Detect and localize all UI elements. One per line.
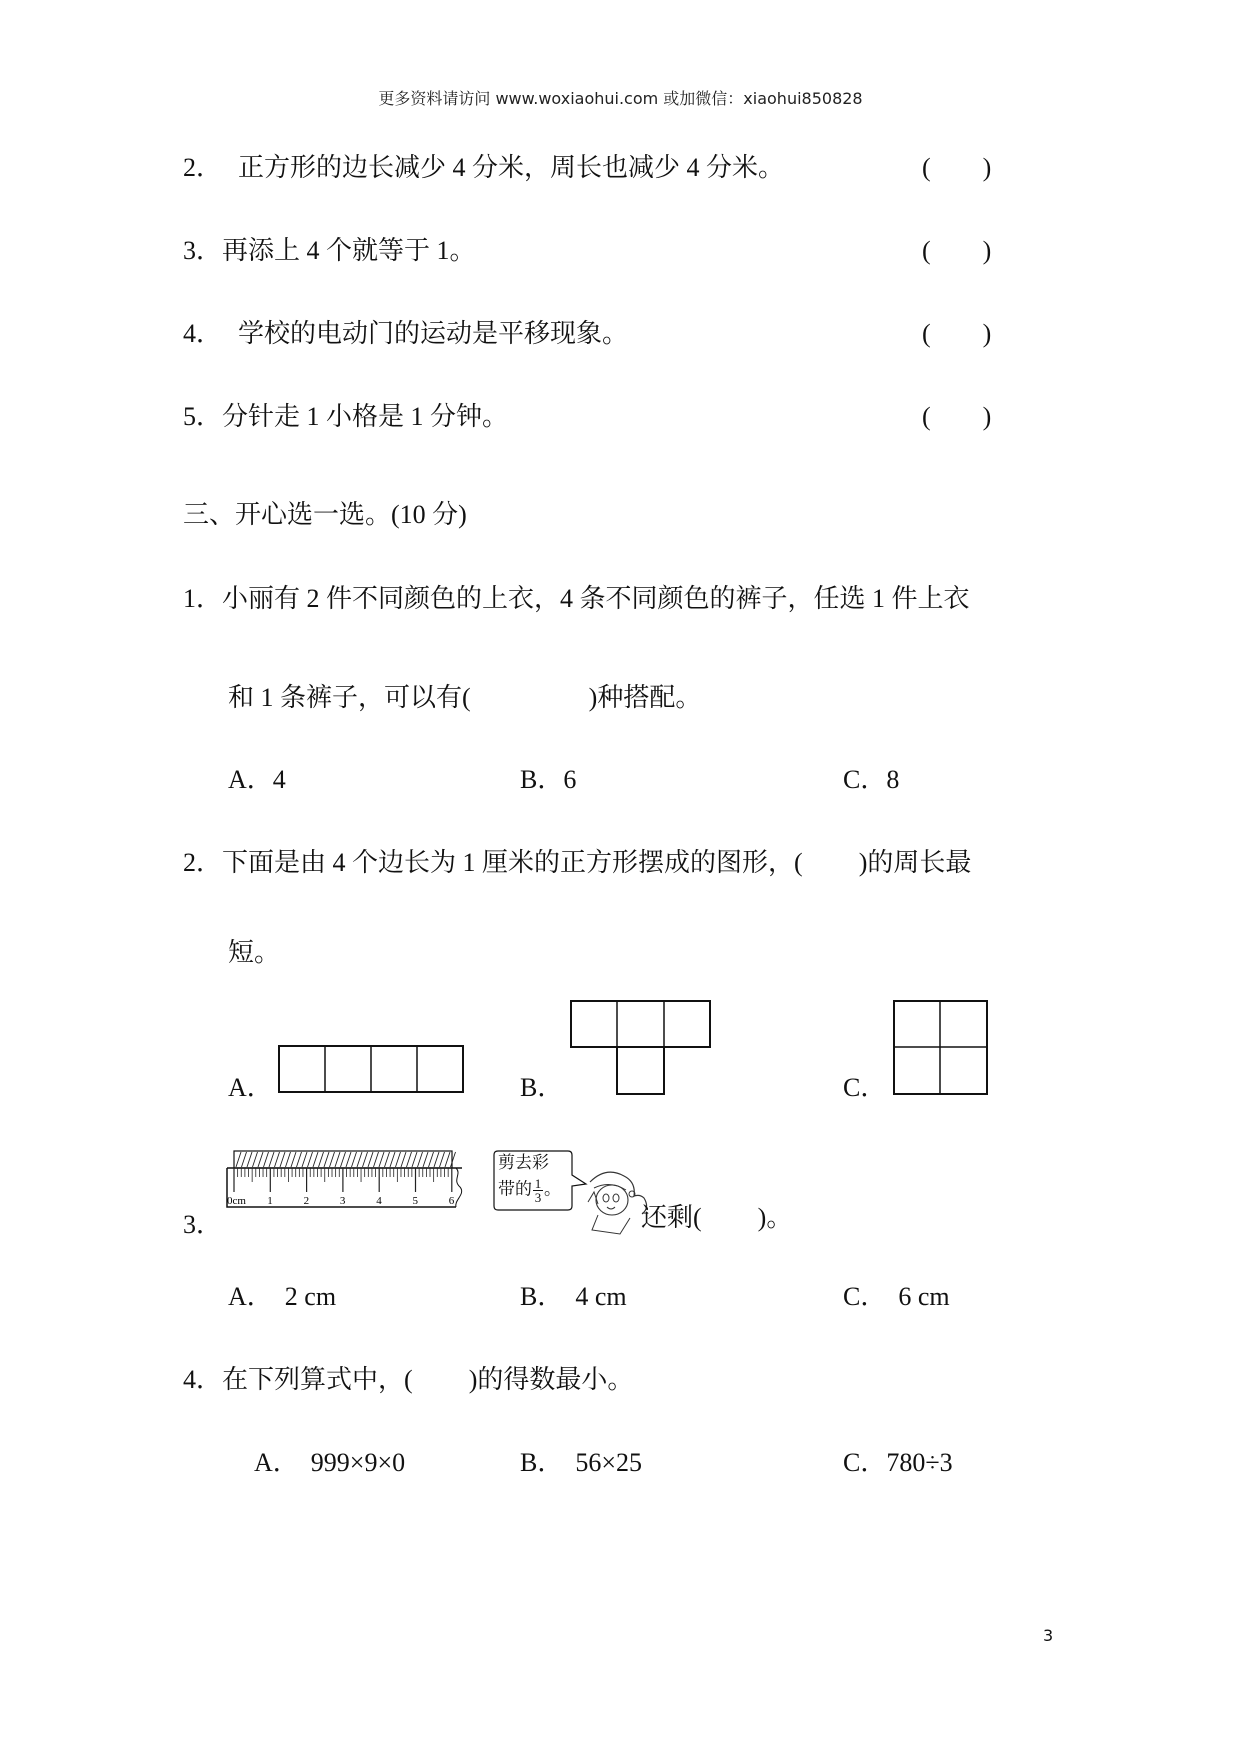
page-header-watermark: 更多资料请访问 www.woxiaohui.com 或加微信：xiaohui850828	[378, 89, 863, 108]
judge-item-3	[183, 238, 476, 264]
choice-question-1-line2: 和 1 条裤子，可以有( )种搭配。	[228, 683, 702, 712]
option-q4-c[interactable]: C．780÷3	[843, 1448, 953, 1477]
ruler-tick-label: 5	[412, 1195, 418, 1207]
option-q4-a[interactable]: A． 999×9×0	[254, 1448, 406, 1477]
answer-blank-judge-4[interactable]: ( )	[922, 319, 992, 348]
figure-1x4-row	[278, 1045, 464, 1093]
option-q3-a[interactable]: A． 2 cm	[228, 1282, 337, 1311]
question-number: 1．	[183, 584, 223, 613]
figure-t-shape	[570, 1000, 712, 1096]
answer-blank-judge-2[interactable]: ( )	[922, 153, 992, 182]
item-number: 4．	[183, 319, 223, 348]
section-title: 三、开心选一选。(10 分)	[183, 500, 467, 529]
option-q2-c-label[interactable]: C．	[843, 1073, 887, 1102]
question-number: 4．	[183, 1365, 223, 1394]
ruler-tick-label: 3	[339, 1195, 346, 1207]
judge-item-4	[183, 321, 628, 347]
option-q3-c[interactable]: C． 6 cm	[843, 1282, 950, 1311]
choice-question-2-line2: 短。	[228, 938, 281, 967]
item-number: 2．	[183, 153, 223, 182]
item-text: 正方形的边长减少 4 分米，周长也减少 4 分米。	[238, 153, 785, 182]
item-number: 3．	[183, 236, 223, 265]
question-number: 3．	[183, 1210, 223, 1239]
choice-question-3-text: 还剩( )。	[641, 1203, 793, 1232]
page-number: 3	[1043, 1626, 1054, 1645]
ruler-torn-edge	[456, 1168, 462, 1207]
item-number: 5．	[183, 402, 223, 431]
option-q2-a-label[interactable]: A．	[228, 1073, 273, 1102]
judge-item-2	[183, 155, 784, 181]
ruler-unit-label: 0cm	[227, 1195, 246, 1207]
ruler-ticks	[234, 1168, 452, 1192]
item-text: 分针走 1 小格是 1 分钟。	[222, 402, 509, 431]
option-q1-a[interactable]: A．4	[228, 765, 286, 794]
choice-question-4: 4．在下列算式中，( )的得数最小。	[183, 1365, 634, 1394]
figure-2x2-square	[893, 1000, 989, 1096]
answer-blank-judge-3[interactable]: ( )	[922, 236, 992, 265]
ruler-tick-label: 6	[448, 1195, 455, 1207]
option-q4-b[interactable]: B． 56×25	[520, 1448, 643, 1477]
ruler-tick-label: 2	[303, 1195, 310, 1207]
option-q3-b[interactable]: B． 4 cm	[520, 1282, 627, 1311]
item-text: 学校的电动门的运动是平移现象。	[238, 319, 629, 348]
speech-bubble-text: 剪去彩 带的 $\frac{1}{3}$ 。	[498, 1153, 561, 1205]
item-text: 再添上 4 个就等于 1。	[222, 236, 476, 265]
question-number: 2．	[183, 848, 223, 877]
fraction: $\frac{1}{3}$	[534, 1176, 542, 1205]
option-q1-c[interactable]: C．8	[843, 765, 900, 794]
answer-blank-judge-5[interactable]: ( )	[922, 402, 992, 431]
option-q2-b-label[interactable]: B．	[520, 1073, 564, 1102]
ruler-with-ribbon	[224, 1150, 464, 1214]
judge-item-5	[183, 404, 508, 430]
choice-question-2-line1: 2．下面是由 4 个边长为 1 厘米的正方形摆成的图形，( )的周长最	[183, 848, 972, 877]
ruler-tick-label: 1	[267, 1195, 273, 1207]
choice-question-1-line1: 1．小丽有 2 件不同颜色的上衣，4 条不同颜色的裤子，任选 1 件上衣	[183, 584, 970, 613]
ruler-tick-label: 4	[376, 1195, 382, 1207]
option-q1-b[interactable]: B．6	[520, 765, 577, 794]
